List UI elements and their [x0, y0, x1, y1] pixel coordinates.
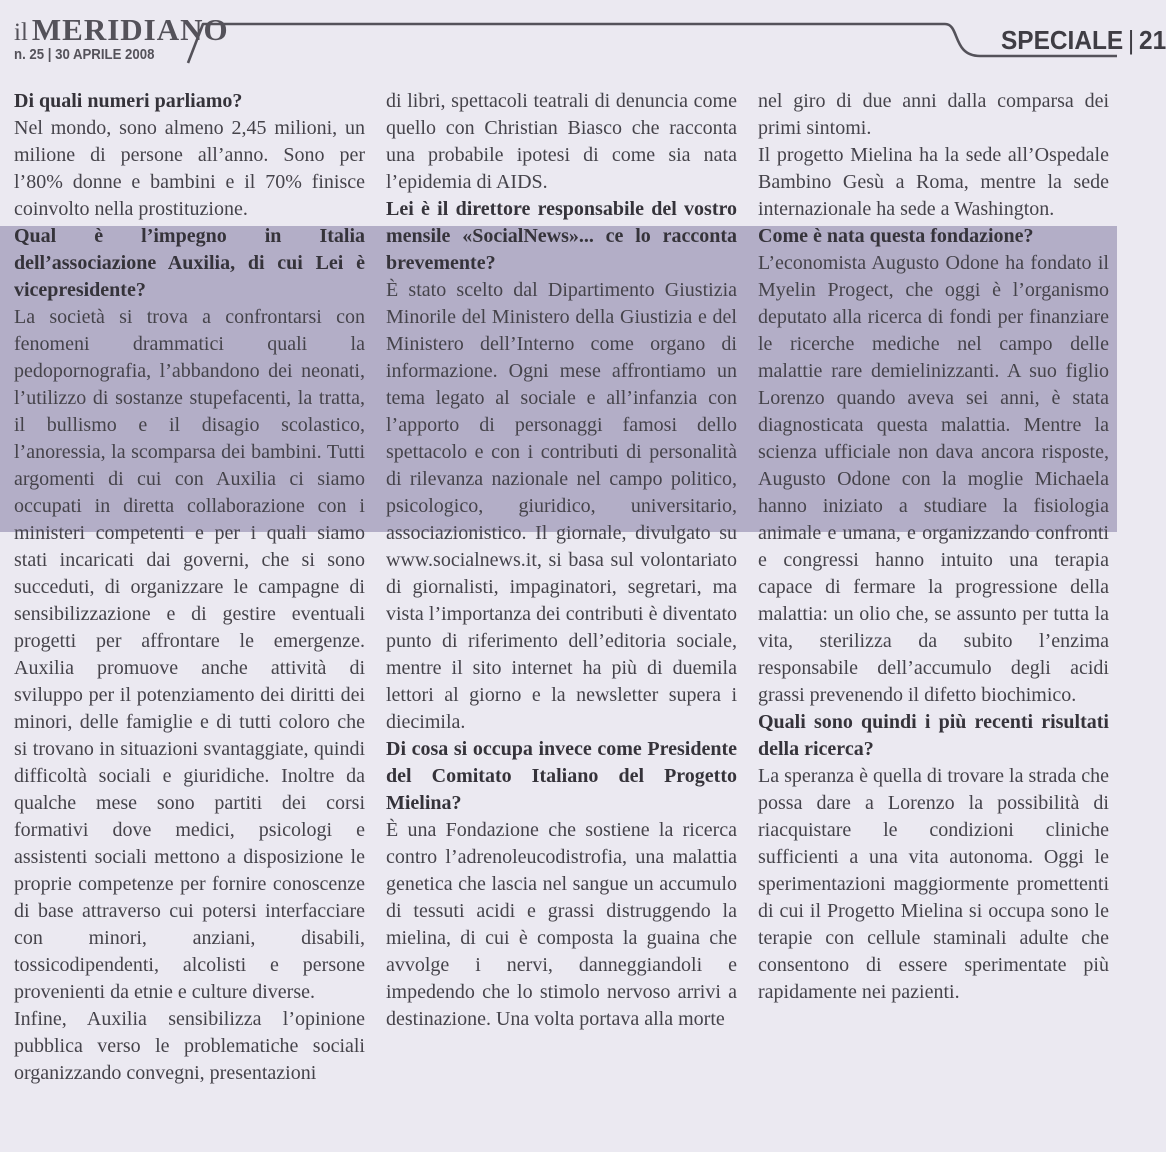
column-2 — [386, 88, 737, 1087]
interview-question: Quali sono quindi i più recenti risultati della ricerca? — [758, 711, 1109, 760]
interview-question: Qual è l’impegno in Italia dell’associazione Auxilia, di cui Lei è vicepresidente? — [14, 225, 365, 301]
issue-line: n. 25 | 30 APRILE 2008 — [14, 46, 155, 63]
section-separator: | — [1127, 25, 1135, 55]
interview-answer: Il progetto Mielina ha la sede all’Ospedale Bambino Gesù a Roma, mentre la sede internazionale ha sede a Washington. — [758, 144, 1109, 220]
column-1 — [14, 88, 365, 1087]
interview-answer: Infine, Auxilia sensibilizza l’opinione pubblica verso le problematiche sociali organizzando convegni, presentazioni — [14, 1008, 365, 1084]
column-3 — [758, 88, 1109, 1087]
interview-question: Lei è il direttore responsabile del vostro mensile «SocialNews»... ce lo racconta brevemente? — [386, 198, 737, 274]
interview-answer: di libri, spettacoli teatrali di denuncia come quello con Christian Biasco che racconta una probabile ipotesi di come sia nata l’epidemia di AIDS. — [386, 90, 737, 193]
section-header — [1001, 25, 1166, 56]
article-columns — [14, 88, 1109, 1087]
interview-question: Come è nata questa fondazione? — [758, 225, 1034, 247]
interview-answer: nel giro di due anni dalla comparsa dei primi sintomi. — [758, 90, 1109, 139]
interview-question: Di cosa si occupa invece come Presidente del Comitato Italiano del Progetto Mielina? — [386, 738, 737, 814]
page-number: 21 — [1138, 25, 1166, 55]
section-label: SPECIALE — [1001, 25, 1124, 55]
interview-answer: La speranza è quella di trovare la strada che possa dare a Lorenzo la possibilità di riacquistare le condizioni cliniche sufficienti a una vita autonoma. Oggi le sperimentazioni maggiormente promettenti di cui il Progetto Mielina si occupa sono le terapie con cellule staminali adulte che consentono di essere sperimentate più rapidamente nei pazienti. — [758, 765, 1109, 1003]
magazine-logo — [14, 14, 229, 45]
interview-question: Di quali numeri parliamo? — [14, 90, 243, 112]
logo-prefix: il — [14, 19, 28, 46]
interview-answer: È stato scelto dal Dipartimento Giustizia Minorile del Ministero della Giustizia e del Ministero dell’Interno come organo di informazione. Ogni mese affrontiamo un tema legato al sociale e all’infanzia con l’apporto di personaggi famosi dello spettacolo e con i contributi di personalità di rilevanza nazionale nel campo politico, psicologico, giuridico, universitario, associazionistico. Il giornale, divulgato su www.socialnews.it, si basa sul volontariato di giornalisti, impaginatori, segretari, ma vista l’importanza dei contributi è diventato punto di riferimento dell’editoria sociale, mentre il sito internet ha più di duemila lettori al giorno e la newsletter supera i diecimila. — [386, 279, 737, 733]
interview-answer: È una Fondazione che sostiene la ricerca contro l’adrenoleucodistrofia, una malattia genetica che lascia nel sangue un accumulo di tessuti acidi e grassi distruggendo la mielina, di cui è composta la guaina che avvolge i nervi, danneggiandoli e impedendo che lo stimolo nervoso arrivi a destinazione. Una volta portava alla morte — [386, 819, 737, 1030]
interview-answer: L’economista Augusto Odone ha fondato il Myelin Progect, che oggi è l’organismo deputato alla ricerca di fondi per finanziare le ricerche mediche nel campo delle malattie rare demielinizzanti. A suo figlio Lorenzo quando aveva sei anni, è stata diagnosticata questa malattia. Mentre la scienza ufficiale non dava ancora risposte, Augusto Odone con la moglie Michaela hanno iniziato a studiare la fisiologia animale e umana, e organizzando confronti e congressi hanno intuito una terapia capace di fermare la progressione della malattia: un olio che, se assunto per tutta la vita, sterilizza da subito l’enzima responsabile dell’accumulo degli acidi grassi prevenendo il difetto biochimico. — [758, 252, 1109, 706]
interview-answer: La società si trova a confrontarsi con fenomeni drammatici quali la pedopornografia, l’abbandono dei neonati, l’utilizzo di sostanze stupefacenti, la tratta, il bullismo e il disagio scolastico, l’anoressia, la scomparsa dei bambini. Tutti argomenti di cui con Auxilia ci siamo occupati in diretta collaborazione con i ministeri competenti e per i quali siamo stati incaricati dai governi, che si sono succeduti, di organizzare le campagne di sensibilizzazione e di gestire eventuali progetti per affrontare le emergenze. Auxilia promuove anche attività di sviluppo per il potenziamento dei diritti dei minori, delle famiglie e di tutti coloro che si trovano in situazioni svantaggiate, quindi difficoltà sociali e giuridiche. Inoltre da qualche mese sono partiti dei corsi formativi dove medici, psicologi e assistenti sociali mettono a disposizione le proprie competenze per fornire conoscenze di base attraverso cui potersi interfacciare con minori, anziani, disabili, tossicodipendenti, alcolisti e persone provenienti da etnie e culture diverse. — [14, 306, 365, 1003]
page-header — [0, 0, 1166, 72]
interview-answer: Nel mondo, sono almeno 2,45 milioni, un milione di persone all’anno. Sono per l’80% donne e bambini e il 70% finisce coinvolto nella prostituzione. — [14, 117, 365, 220]
logo-name: MERIDIANO — [31, 12, 229, 47]
